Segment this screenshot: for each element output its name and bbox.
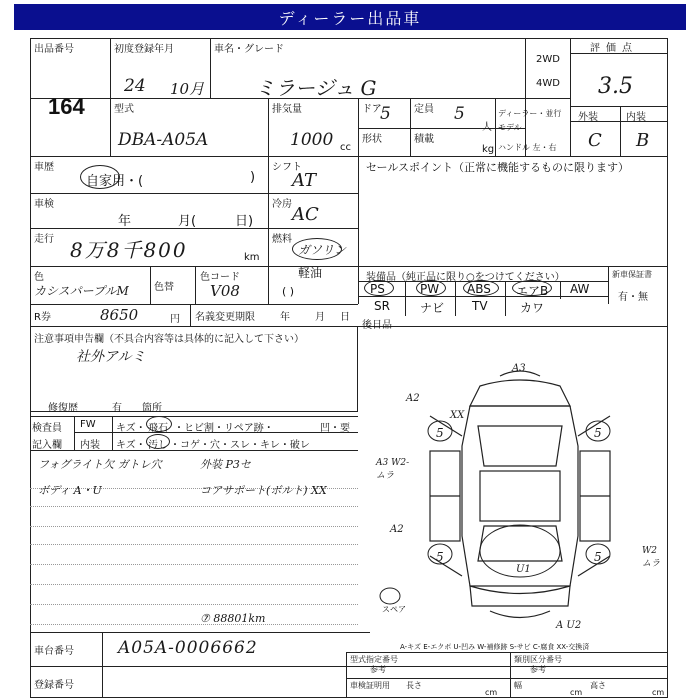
repair-label: 修復歴 bbox=[48, 403, 78, 414]
model-type-label: モデル bbox=[498, 123, 522, 132]
inspector-interior: 内装 bbox=[80, 440, 100, 451]
notes-label: 注意事項申告欄（不具合内容等は具体的に記入して下さい） bbox=[34, 334, 304, 345]
history-label: 車歴 bbox=[34, 162, 54, 173]
note-exterior: 外装 P3セ bbox=[200, 458, 251, 471]
rating-value: 3.5 bbox=[598, 74, 633, 99]
fuel-other: ( ) bbox=[282, 285, 295, 298]
displacement-unit: cc bbox=[340, 142, 351, 153]
later-items-label: 後日品 bbox=[362, 320, 392, 331]
mark-u1: U1 bbox=[516, 564, 531, 575]
equip-abs: ABS bbox=[467, 282, 491, 296]
shift-label: シフト bbox=[272, 162, 302, 173]
mark-5-fr: 5 bbox=[594, 426, 602, 440]
odometer-note: ⑦ 88801km bbox=[200, 612, 266, 625]
length-unit: cm bbox=[485, 688, 498, 697]
handle-label: ハンドル 左・右 bbox=[498, 143, 557, 152]
exterior-grade: C bbox=[588, 130, 602, 151]
inspector-chip: 飛石 bbox=[148, 423, 168, 434]
shift-value: AT bbox=[292, 170, 317, 191]
recycle-value: 8650 bbox=[100, 306, 139, 324]
mileage-value: 8万8千800 bbox=[70, 238, 188, 262]
lot-label: 出品番号 bbox=[34, 44, 74, 55]
mark-5-rr: 5 bbox=[594, 550, 602, 564]
name-change-label: 名義変更期限 bbox=[195, 312, 255, 323]
equip-kawa: カワ bbox=[520, 301, 545, 315]
interior-grade: B bbox=[636, 130, 650, 151]
shape-label: 形状 bbox=[362, 134, 382, 145]
displacement-value: 1000 bbox=[290, 130, 334, 150]
equip-tv: TV bbox=[472, 299, 488, 313]
model-value: ミラージュ G bbox=[255, 76, 377, 100]
doors-value: 5 bbox=[380, 104, 391, 124]
page-header bbox=[14, 4, 686, 30]
mark-a2-side: A2 bbox=[390, 524, 404, 535]
chassis-number: A05A-0006662 bbox=[118, 638, 258, 658]
recycle-label: R券 bbox=[34, 312, 51, 323]
mark-xx: XX bbox=[450, 410, 465, 421]
name-change-year: 年 bbox=[280, 312, 290, 323]
load-unit: kg bbox=[482, 144, 495, 155]
color-code-value: V08 bbox=[210, 282, 240, 300]
load-label: 積載 bbox=[414, 134, 434, 145]
inspector-dent: 凹・要 bbox=[320, 423, 350, 434]
inspection-day: 日) bbox=[235, 214, 254, 229]
color-label: 色 bbox=[34, 272, 44, 283]
equip-sr: SR bbox=[374, 299, 390, 313]
inspector-row2-rest: ・コゲ・穴・スレ・キレ・破レ bbox=[170, 440, 310, 451]
fuel-label: 燃料 bbox=[272, 234, 292, 245]
type-value: DBA-A05A bbox=[118, 130, 209, 150]
equip-aw: AW bbox=[570, 282, 590, 296]
capacity-unit: 人 bbox=[482, 122, 492, 133]
name-change-month: 月 bbox=[315, 312, 325, 323]
mark-5-fl: 5 bbox=[436, 426, 444, 440]
history-close: ) bbox=[250, 170, 256, 185]
chassis-label: 車台番号 bbox=[34, 646, 74, 657]
class-ref: 参考 bbox=[530, 665, 546, 674]
inspector-int-scratch: キズ・ bbox=[116, 440, 146, 451]
type-label: 型式 bbox=[114, 104, 134, 115]
recycle-unit: 円 bbox=[170, 314, 180, 325]
warranty-label: 新車保証書 bbox=[612, 270, 652, 279]
color-change-label: 色替 bbox=[154, 282, 174, 293]
fuel-gasoline: ガソリン bbox=[298, 243, 347, 257]
history-value: 自家用・( bbox=[86, 174, 144, 189]
aircon-label: 冷房 bbox=[272, 199, 292, 210]
inspector-scratch: キズ・ bbox=[116, 423, 146, 434]
dealer-label: ディーラー・並行 bbox=[498, 109, 562, 118]
notes-value: 社外アルミ bbox=[76, 349, 146, 365]
length-label: 長さ bbox=[406, 681, 422, 690]
lot-number: 164 bbox=[48, 94, 85, 119]
doors-label: ドア bbox=[362, 104, 382, 115]
inspector-entry-label: 記入欄 bbox=[32, 440, 62, 451]
width-unit: cm bbox=[570, 688, 583, 697]
note-body: ボディ A・U bbox=[38, 484, 102, 497]
legend: A-キズ E-エクボ U-凹み W-補修跡 S-サビ C-腐食 XX-交換済 bbox=[400, 643, 590, 651]
capacity-value: 5 bbox=[454, 104, 465, 124]
note-fog: フォグライト欠 ガトレ穴 bbox=[38, 458, 162, 471]
inspector-dirt: 汚し bbox=[148, 440, 168, 451]
displacement-label: 排気量 bbox=[272, 104, 302, 115]
equip-pw: PW bbox=[420, 282, 440, 296]
sales-point-label: セールスポイント（正常に機能するものに限ります） bbox=[366, 161, 630, 174]
inspection-label: 車検 bbox=[34, 199, 54, 210]
equip-airbag: エアB bbox=[516, 284, 549, 298]
color-value: カシスパープルM bbox=[34, 284, 129, 298]
warranty-value: 有・無 bbox=[618, 292, 648, 303]
mark-w2-rear: W2 ムラ bbox=[642, 546, 661, 569]
mileage-unit: km bbox=[244, 252, 260, 263]
mark-a3-w2: A3 W2-ムラ bbox=[376, 458, 410, 481]
mark-a-u2: A U2 bbox=[556, 620, 582, 631]
rating-label: 評価点 bbox=[590, 43, 638, 54]
height-label: 高さ bbox=[590, 681, 606, 690]
mark-5-rl: 5 bbox=[436, 550, 444, 564]
inspector-fw: FW bbox=[80, 419, 96, 430]
mark-a2-front: A2 bbox=[406, 393, 420, 404]
inspector-row1-rest: ・ヒビ割・リペア跡・ bbox=[174, 423, 274, 434]
spare-label: スペア bbox=[382, 605, 406, 614]
model-label: 車名・グレード bbox=[214, 44, 284, 55]
color-code-label: 色コード bbox=[200, 272, 240, 283]
exterior-label: 外装 bbox=[578, 112, 598, 123]
auction-sheet bbox=[30, 38, 668, 698]
registration-number-label: 登録番号 bbox=[34, 680, 74, 691]
height-unit: cm bbox=[652, 688, 665, 697]
name-change-day: 日 bbox=[340, 312, 350, 323]
drive-2wd: 2WD bbox=[536, 54, 560, 65]
mileage-label: 走行 bbox=[34, 234, 54, 245]
fuel-diesel: 軽油 bbox=[298, 266, 323, 280]
registration-label: 初度登録年月 bbox=[114, 44, 174, 55]
drive-4wd: 4WD bbox=[536, 78, 560, 89]
cert-label: 車検証明用 bbox=[350, 681, 390, 690]
interior-label: 内装 bbox=[626, 112, 646, 123]
registration-year: 24 bbox=[124, 76, 146, 96]
width-label: 幅 bbox=[514, 681, 522, 690]
form-ref: 参考 bbox=[370, 665, 386, 674]
inspection-month: 月( bbox=[178, 214, 197, 229]
inspector-label: 検査員 bbox=[32, 423, 62, 434]
repair-place: 箇所 bbox=[142, 403, 162, 414]
aircon-value: AC bbox=[292, 204, 319, 225]
inspection-year: 年 bbox=[118, 214, 132, 229]
mark-a3-front: A3 bbox=[512, 363, 526, 374]
class-number-label: 類別区分番号 bbox=[514, 655, 562, 664]
page-title: ディーラー出品車 bbox=[278, 8, 422, 28]
note-core-support: コアサポート(ボルト) XX bbox=[200, 484, 327, 497]
equip-ps: PS bbox=[370, 282, 385, 296]
equipment-label: 装備品（純正品に限り○をつけてください） bbox=[366, 272, 565, 283]
repair-value: 有 bbox=[112, 403, 122, 414]
registration-month: 10月 bbox=[170, 80, 205, 98]
capacity-label: 定員 bbox=[414, 104, 434, 115]
equip-navi: ナビ bbox=[420, 301, 445, 315]
form-number-label: 型式指定番号 bbox=[350, 655, 398, 664]
